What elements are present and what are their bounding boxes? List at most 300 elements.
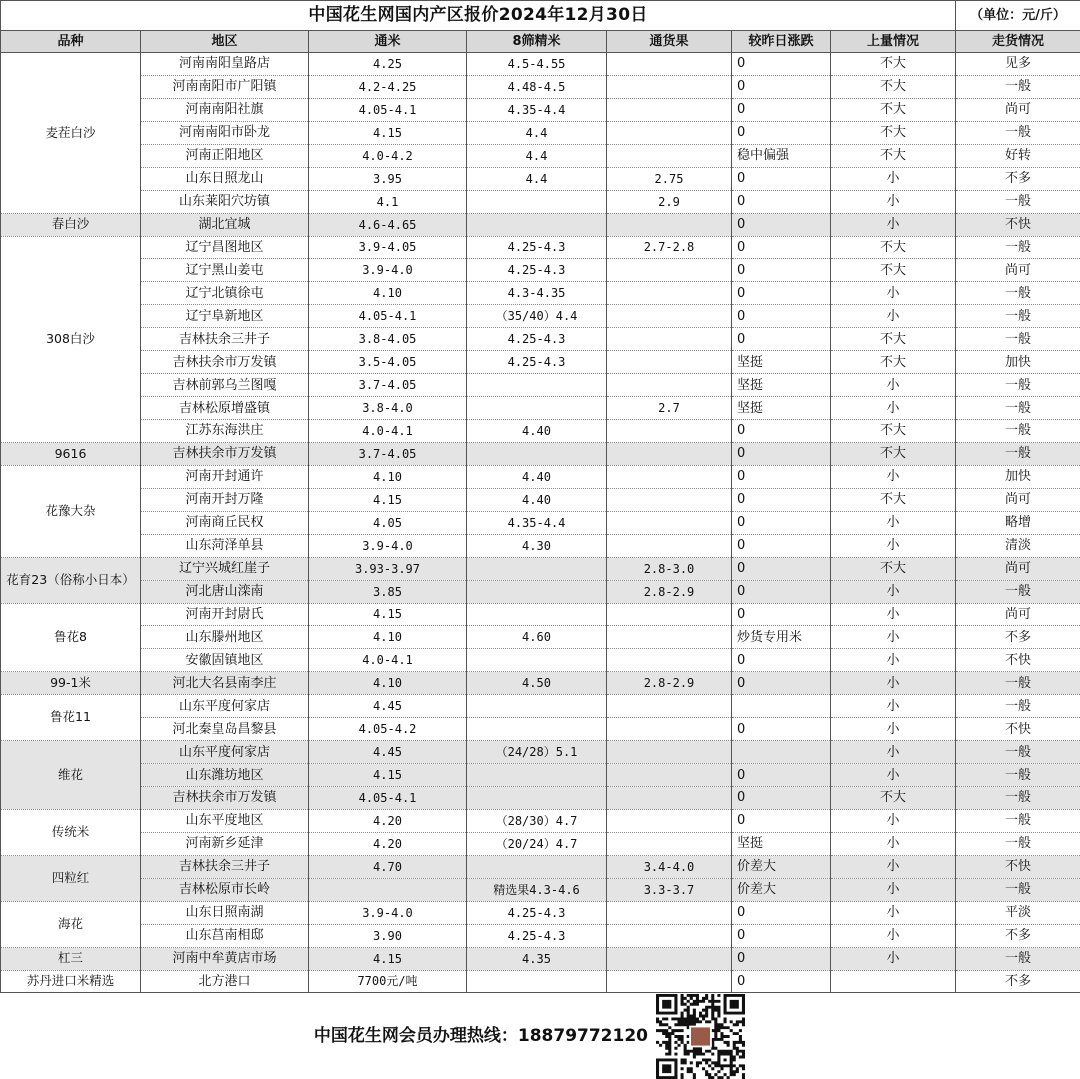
variety-cell: 花豫大杂 <box>1 465 141 557</box>
daily-change-cell: 0 <box>732 259 831 282</box>
supply-status-cell: 小 <box>831 741 956 764</box>
supply-status-cell: 小 <box>831 374 956 397</box>
tongmi-price-cell: 4.15 <box>309 603 467 626</box>
region-cell: 河南新乡延津 <box>141 832 309 855</box>
sales-status-cell: 一般 <box>956 75 1080 98</box>
sales-status-cell: 一般 <box>956 236 1080 259</box>
sales-status-cell: 一般 <box>956 420 1080 443</box>
tongmi-price-cell: 4.20 <box>309 832 467 855</box>
sieve8-price-cell: 4.60 <box>467 626 607 649</box>
sales-status-cell: 不多 <box>956 970 1080 993</box>
daily-change-cell: 0 <box>732 305 831 328</box>
region-cell: 吉林扶余市万发镇 <box>141 351 309 374</box>
in-shell-price-cell <box>607 970 732 993</box>
region-cell: 辽宁北镇徐屯 <box>141 282 309 305</box>
supply-status-cell: 小 <box>831 190 956 213</box>
variety-cell: 麦茬白沙 <box>1 53 141 214</box>
sales-status-cell: 不快 <box>956 855 1080 878</box>
supply-status-cell: 不大 <box>831 557 956 580</box>
daily-change-cell: 0 <box>732 764 831 787</box>
daily-change-cell: 坚挺 <box>732 397 831 420</box>
daily-change-cell: 0 <box>732 787 831 810</box>
sales-status-cell: 略增 <box>956 511 1080 534</box>
variety-cell: 春白沙 <box>1 213 141 236</box>
daily-change-cell: 0 <box>732 649 831 672</box>
sieve8-price-cell <box>467 397 607 420</box>
daily-change-cell: 坚挺 <box>732 832 831 855</box>
supply-status-cell: 小 <box>831 878 956 901</box>
sieve8-price-cell <box>467 374 607 397</box>
sales-status-cell: 不快 <box>956 213 1080 236</box>
tongmi-price-cell: 4.0-4.1 <box>309 420 467 443</box>
sales-status-cell: 一般 <box>956 328 1080 351</box>
tongmi-price-cell: 4.0-4.2 <box>309 144 467 167</box>
supply-status-cell: 小 <box>831 282 956 305</box>
supply-status-cell: 小 <box>831 901 956 924</box>
region-cell: 湖北宜城 <box>141 213 309 236</box>
table-row <box>1 397 1080 420</box>
table-row <box>1 718 1080 741</box>
region-cell: 河南南阳社旗 <box>141 98 309 121</box>
table-row <box>1 236 1080 259</box>
daily-change-cell: 0 <box>732 672 831 695</box>
table-row <box>1 901 1080 924</box>
table-row <box>1 420 1080 443</box>
sales-status-cell: 一般 <box>956 282 1080 305</box>
sieve8-price-cell: 4.48-4.5 <box>467 75 607 98</box>
sales-status-cell: 尚可 <box>956 603 1080 626</box>
tongmi-price-cell: 4.15 <box>309 121 467 144</box>
daily-change-cell: 0 <box>732 718 831 741</box>
sales-status-cell: 尚可 <box>956 259 1080 282</box>
table-row <box>1 465 1080 488</box>
region-cell: 河北秦皇岛昌黎县 <box>141 718 309 741</box>
region-cell: 山东菏泽单县 <box>141 534 309 557</box>
sieve8-price-cell: 4.25-4.3 <box>467 351 607 374</box>
daily-change-cell <box>732 741 831 764</box>
region-cell: 河南开封尉氏 <box>141 603 309 626</box>
sieve8-price-cell: 4.35 <box>467 947 607 970</box>
sieve8-price-cell <box>467 764 607 787</box>
tongmi-price-cell: 3.8-4.0 <box>309 397 467 420</box>
daily-change-cell: 0 <box>732 442 831 465</box>
daily-change-cell: 0 <box>732 488 831 511</box>
table-row <box>1 924 1080 947</box>
in-shell-price-cell <box>607 442 732 465</box>
in-shell-price-cell <box>607 328 732 351</box>
region-cell: 北方港口 <box>141 970 309 993</box>
in-shell-price-cell <box>607 626 732 649</box>
in-shell-price-cell <box>607 53 732 76</box>
supply-status-cell: 不大 <box>831 121 956 144</box>
sales-status-cell: 不多 <box>956 167 1080 190</box>
sieve8-price-cell: 4.40 <box>467 465 607 488</box>
region-cell: 山东莒南相邸 <box>141 924 309 947</box>
region-cell: 山东滕州地区 <box>141 626 309 649</box>
tongmi-price-cell: 4.05-4.1 <box>309 305 467 328</box>
sales-status-cell: 一般 <box>956 878 1080 901</box>
supply-status-cell: 小 <box>831 672 956 695</box>
sieve8-price-cell <box>467 557 607 580</box>
in-shell-price-cell: 2.75 <box>607 167 732 190</box>
tongmi-price-cell: 3.5-4.05 <box>309 351 467 374</box>
sales-status-cell: 一般 <box>956 397 1080 420</box>
daily-change-cell: 价差大 <box>732 878 831 901</box>
in-shell-price-cell: 2.8-2.9 <box>607 672 732 695</box>
daily-change-cell: 坚挺 <box>732 374 831 397</box>
sieve8-price-cell: （24/28）5.1 <box>467 741 607 764</box>
tongmi-price-cell: 4.10 <box>309 626 467 649</box>
table-row <box>1 167 1080 190</box>
sales-status-cell: 一般 <box>956 764 1080 787</box>
table-row <box>1 764 1080 787</box>
sieve8-price-cell <box>467 718 607 741</box>
variety-cell: 四粒红 <box>1 855 141 901</box>
header-row <box>1 31 1080 53</box>
tongmi-price-cell: 3.9-4.05 <box>309 236 467 259</box>
table-row <box>1 282 1080 305</box>
sieve8-price-cell: （28/30）4.7 <box>467 809 607 832</box>
tongmi-price-cell: 4.10 <box>309 672 467 695</box>
in-shell-price-cell: 2.9 <box>607 190 732 213</box>
table-row <box>1 488 1080 511</box>
table-row <box>1 53 1080 76</box>
table-row <box>1 787 1080 810</box>
in-shell-price-cell <box>607 764 732 787</box>
in-shell-price-cell <box>607 282 732 305</box>
sales-status-cell: 一般 <box>956 305 1080 328</box>
region-cell: 山东平度何家店 <box>141 695 309 718</box>
table-row <box>1 98 1080 121</box>
in-shell-price-cell: 3.3-3.7 <box>607 878 732 901</box>
sieve8-price-cell <box>467 787 607 810</box>
in-shell-price-cell <box>607 695 732 718</box>
supply-status-cell: 不大 <box>831 787 956 810</box>
daily-change-cell: 0 <box>732 53 831 76</box>
tongmi-price-cell: 3.8-4.05 <box>309 328 467 351</box>
supply-status-cell: 小 <box>831 305 956 328</box>
region-cell: 吉林扶余三井子 <box>141 855 309 878</box>
header-supply: 上量情况 <box>831 31 956 53</box>
sales-status-cell: 一般 <box>956 947 1080 970</box>
sieve8-price-cell: 4.35-4.4 <box>467 511 607 534</box>
region-cell: 河南开封通许 <box>141 465 309 488</box>
sieve8-price-cell <box>467 442 607 465</box>
tongmi-price-cell: 3.9-4.0 <box>309 259 467 282</box>
tongmi-price-cell: 4.05 <box>309 511 467 534</box>
tongmi-price-cell: 4.6-4.65 <box>309 213 467 236</box>
in-shell-price-cell <box>607 213 732 236</box>
tongmi-price-cell: 3.9-4.0 <box>309 534 467 557</box>
in-shell-price-cell <box>607 465 732 488</box>
tongmi-price-cell: 4.45 <box>309 741 467 764</box>
tongmi-price-cell: 4.0-4.1 <box>309 649 467 672</box>
in-shell-price-cell <box>607 75 732 98</box>
supply-status-cell: 不大 <box>831 259 956 282</box>
in-shell-price-cell: 2.7-2.8 <box>607 236 732 259</box>
in-shell-price-cell <box>607 121 732 144</box>
title-row <box>1 1 1080 31</box>
sales-status-cell: 一般 <box>956 695 1080 718</box>
region-cell: 河北唐山滦南 <box>141 580 309 603</box>
variety-cell: 鲁花11 <box>1 695 141 741</box>
sales-status-cell: 尚可 <box>956 98 1080 121</box>
tongmi-price-cell: 3.9-4.0 <box>309 901 467 924</box>
sieve8-price-cell <box>467 190 607 213</box>
tongmi-price-cell: 4.10 <box>309 465 467 488</box>
tongmi-price-cell: 4.15 <box>309 488 467 511</box>
sales-status-cell: 一般 <box>956 374 1080 397</box>
variety-cell: 9616 <box>1 442 141 465</box>
table-row <box>1 374 1080 397</box>
sieve8-price-cell: 4.4 <box>467 144 607 167</box>
in-shell-price-cell: 2.8-3.0 <box>607 557 732 580</box>
sales-status-cell: 一般 <box>956 121 1080 144</box>
supply-status-cell: 小 <box>831 213 956 236</box>
tongmi-price-cell: 4.05-4.1 <box>309 98 467 121</box>
region-cell: 山东平度何家店 <box>141 741 309 764</box>
daily-change-cell: 0 <box>732 420 831 443</box>
supply-status-cell: 小 <box>831 809 956 832</box>
hotline-text: 中国花生网会员办理热线：18879772120 <box>313 1026 648 1046</box>
table-row <box>1 511 1080 534</box>
region-cell: 吉林扶余市万发镇 <box>141 787 309 810</box>
in-shell-price-cell <box>607 98 732 121</box>
supply-status-cell: 小 <box>831 511 956 534</box>
region-cell: 江苏东海洪庄 <box>141 420 309 443</box>
header-sales: 走货情况 <box>956 31 1080 53</box>
sales-status-cell: 清淡 <box>956 534 1080 557</box>
daily-change-cell: 0 <box>732 534 831 557</box>
sieve8-price-cell <box>467 649 607 672</box>
in-shell-price-cell <box>607 832 732 855</box>
variety-cell: 苏丹进口米精选 <box>1 970 141 993</box>
sieve8-price-cell: 4.40 <box>467 488 607 511</box>
region-cell: 山东平度地区 <box>141 809 309 832</box>
header-variety: 品种 <box>1 31 141 53</box>
region-cell: 山东莱阳穴坊镇 <box>141 190 309 213</box>
table-row <box>1 603 1080 626</box>
supply-status-cell: 小 <box>831 603 956 626</box>
table-row <box>1 649 1080 672</box>
tongmi-price-cell: 7700元/吨 <box>309 970 467 993</box>
qr-code <box>656 994 745 1079</box>
supply-status-cell: 不大 <box>831 442 956 465</box>
in-shell-price-cell <box>607 809 732 832</box>
supply-status-cell: 小 <box>831 626 956 649</box>
in-shell-price-cell <box>607 787 732 810</box>
sales-status-cell: 不多 <box>956 626 1080 649</box>
region-cell: 河南正阳地区 <box>141 144 309 167</box>
region-cell: 辽宁黑山姜屯 <box>141 259 309 282</box>
sieve8-price-cell <box>467 603 607 626</box>
daily-change-cell: 0 <box>732 809 831 832</box>
table-row <box>1 580 1080 603</box>
sieve8-price-cell: （35/40）4.4 <box>467 305 607 328</box>
sales-status-cell: 平淡 <box>956 901 1080 924</box>
variety-cell: 308白沙 <box>1 236 141 442</box>
daily-change-cell: 0 <box>732 947 831 970</box>
daily-change-cell: 0 <box>732 511 831 534</box>
table-row <box>1 121 1080 144</box>
supply-status-cell: 小 <box>831 764 956 787</box>
table-row <box>1 626 1080 649</box>
variety-cell: 海花 <box>1 901 141 947</box>
sales-status-cell: 一般 <box>956 672 1080 695</box>
daily-change-cell: 0 <box>732 213 831 236</box>
supply-status-cell <box>831 970 956 993</box>
sales-status-cell: 一般 <box>956 832 1080 855</box>
region-cell: 吉林松原市长岭 <box>141 878 309 901</box>
daily-change-cell <box>732 695 831 718</box>
sieve8-price-cell: 4.40 <box>467 420 607 443</box>
daily-change-cell: 0 <box>732 924 831 947</box>
tongmi-price-cell: 4.25 <box>309 53 467 76</box>
supply-status-cell: 小 <box>831 855 956 878</box>
sales-status-cell: 好转 <box>956 144 1080 167</box>
table-row <box>1 695 1080 718</box>
in-shell-price-cell <box>607 534 732 557</box>
tongmi-price-cell: 3.7-4.05 <box>309 374 467 397</box>
table-row <box>1 557 1080 580</box>
region-cell: 河南商丘民权 <box>141 511 309 534</box>
table-row <box>1 75 1080 98</box>
supply-status-cell: 不大 <box>831 488 956 511</box>
variety-cell: 传统米 <box>1 809 141 855</box>
table-row <box>1 855 1080 878</box>
sieve8-price-cell <box>467 855 607 878</box>
sales-status-cell: 加快 <box>956 351 1080 374</box>
header-region: 地区 <box>141 31 309 53</box>
in-shell-price-cell <box>607 924 732 947</box>
daily-change-cell: 0 <box>732 465 831 488</box>
in-shell-price-cell <box>607 420 732 443</box>
region-cell: 河南中牟黄店市场 <box>141 947 309 970</box>
daily-change-cell: 0 <box>732 167 831 190</box>
header-sieve8: 8筛精米 <box>467 31 607 53</box>
header-in-shell: 通货果 <box>607 31 732 53</box>
daily-change-cell: 0 <box>732 236 831 259</box>
tongmi-price-cell: 3.90 <box>309 924 467 947</box>
daily-change-cell: 炒货专用米 <box>732 626 831 649</box>
supply-status-cell: 小 <box>831 534 956 557</box>
sales-status-cell: 不快 <box>956 649 1080 672</box>
in-shell-price-cell: 2.8-2.9 <box>607 580 732 603</box>
sales-status-cell: 一般 <box>956 190 1080 213</box>
table-row <box>1 213 1080 236</box>
sieve8-price-cell: 精选果4.3-4.6 <box>467 878 607 901</box>
daily-change-cell: 0 <box>732 75 831 98</box>
sieve8-price-cell: 4.4 <box>467 167 607 190</box>
tongmi-price-cell: 4.05-4.1 <box>309 787 467 810</box>
sales-status-cell: 尚可 <box>956 488 1080 511</box>
supply-status-cell: 小 <box>831 397 956 420</box>
in-shell-price-cell <box>607 718 732 741</box>
table-row <box>1 442 1080 465</box>
supply-status-cell: 小 <box>831 718 956 741</box>
tongmi-price-cell <box>309 878 467 901</box>
supply-status-cell: 不大 <box>831 328 956 351</box>
in-shell-price-cell <box>607 741 732 764</box>
in-shell-price-cell <box>607 649 732 672</box>
in-shell-price-cell <box>607 488 732 511</box>
sieve8-price-cell <box>467 970 607 993</box>
daily-change-cell: 0 <box>732 328 831 351</box>
sales-status-cell: 一般 <box>956 580 1080 603</box>
tongmi-price-cell: 4.70 <box>309 855 467 878</box>
supply-status-cell: 不大 <box>831 75 956 98</box>
supply-status-cell: 小 <box>831 649 956 672</box>
daily-change-cell: 0 <box>732 98 831 121</box>
tongmi-price-cell: 3.93-3.97 <box>309 557 467 580</box>
table-row <box>1 970 1080 993</box>
sales-status-cell: 一般 <box>956 442 1080 465</box>
in-shell-price-cell <box>607 144 732 167</box>
in-shell-price-cell <box>607 901 732 924</box>
sieve8-price-cell <box>467 695 607 718</box>
region-cell: 河南南阳市广阳镇 <box>141 75 309 98</box>
region-cell: 辽宁阜新地区 <box>141 305 309 328</box>
in-shell-price-cell: 3.4-4.0 <box>607 855 732 878</box>
sales-status-cell: 尚可 <box>956 557 1080 580</box>
in-shell-price-cell <box>607 947 732 970</box>
sieve8-price-cell: 4.4 <box>467 121 607 144</box>
table-row <box>1 144 1080 167</box>
sieve8-price-cell <box>467 213 607 236</box>
variety-cell: 鲁花8 <box>1 603 141 672</box>
sales-status-cell: 加快 <box>956 465 1080 488</box>
tongmi-price-cell: 4.10 <box>309 282 467 305</box>
supply-status-cell: 不大 <box>831 144 956 167</box>
supply-status-cell: 不大 <box>831 98 956 121</box>
region-cell: 吉林松原增盛镇 <box>141 397 309 420</box>
sieve8-price-cell: 4.25-4.3 <box>467 236 607 259</box>
supply-status-cell: 不大 <box>831 53 956 76</box>
sieve8-price-cell: 4.30 <box>467 534 607 557</box>
table-row <box>1 832 1080 855</box>
sieve8-price-cell: 4.50 <box>467 672 607 695</box>
supply-status-cell: 小 <box>831 832 956 855</box>
region-cell: 吉林扶余三井子 <box>141 328 309 351</box>
unit-label: （单位：元/斤） <box>956 1 1080 31</box>
in-shell-price-cell <box>607 511 732 534</box>
sieve8-price-cell: 4.25-4.3 <box>467 328 607 351</box>
table-body <box>1 53 1080 993</box>
sales-status-cell: 一般 <box>956 741 1080 764</box>
daily-change-cell: 0 <box>732 901 831 924</box>
tongmi-price-cell: 4.1 <box>309 190 467 213</box>
table-row <box>1 351 1080 374</box>
tongmi-price-cell: 3.95 <box>309 167 467 190</box>
region-cell: 河北大名县南李庄 <box>141 672 309 695</box>
region-cell: 山东潍坊地区 <box>141 764 309 787</box>
in-shell-price-cell <box>607 603 732 626</box>
region-cell: 山东日照龙山 <box>141 167 309 190</box>
variety-cell: 杠三 <box>1 947 141 970</box>
supply-status-cell: 不大 <box>831 351 956 374</box>
table-title: 中国花生网国内产区报价2024年12月30日 <box>1 1 956 31</box>
supply-status-cell: 小 <box>831 947 956 970</box>
header-tongmi: 通米 <box>309 31 467 53</box>
sieve8-price-cell: 4.25-4.3 <box>467 924 607 947</box>
sales-status-cell: 不多 <box>956 924 1080 947</box>
sieve8-price-cell <box>467 580 607 603</box>
in-shell-price-cell <box>607 259 732 282</box>
region-cell: 山东日照南湖 <box>141 901 309 924</box>
sieve8-price-cell: 4.35-4.4 <box>467 98 607 121</box>
region-cell: 吉林扶余市万发镇 <box>141 442 309 465</box>
variety-cell: 99-1米 <box>1 672 141 695</box>
